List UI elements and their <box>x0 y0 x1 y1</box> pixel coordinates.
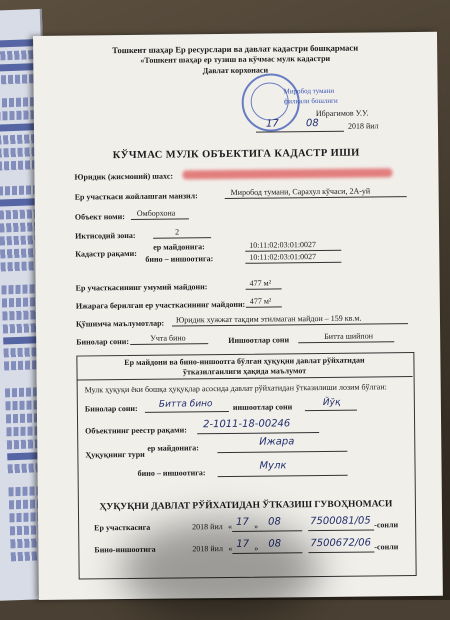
buildings-value: Учта бино <box>150 333 186 343</box>
stamp-date-day: 17 <box>265 118 279 130</box>
stamp-tumani: Миробод тумани <box>283 86 335 96</box>
cert-land-day: 17 <box>236 516 249 528</box>
cert-build-year: 2018 йил <box>192 544 223 554</box>
stamp-date-month: 08 <box>305 118 319 130</box>
cert-land-month: 08 <box>268 516 281 528</box>
box-right-build-value: Мулк <box>259 460 287 472</box>
box-right-label: Ҳуқуқнинг тури <box>85 449 145 460</box>
redacted-owner <box>182 168 392 179</box>
object-label: Объект номи: <box>74 212 125 222</box>
header-line-1: Тошкент шаҳар Ер ресурслари ва давлат кадастри бошқармаси <box>112 42 359 56</box>
box-structures-label: иншоотлар сони <box>232 402 293 412</box>
owner-label: Юридик (жисмоний) шахс: <box>74 171 174 182</box>
total-area-label: Ер участкасининг умумий майдони: <box>75 282 208 293</box>
cadastre-land-value: 10:11:02:03:01:0027 <box>249 240 317 250</box>
stamp-date-year: 2018 йил <box>347 121 379 131</box>
stamp-bolimi: филиали бошлиги <box>283 96 338 106</box>
cert-land-suffix: -сонли <box>374 520 399 530</box>
box-registry-label: Объектнинг реестр рақами: <box>85 425 187 436</box>
box-buildings-label: Бинолар сони: <box>84 403 138 414</box>
total-area-value: 477 м² <box>249 278 272 288</box>
cadastre-building-label: бино – иншоотига: <box>145 254 214 264</box>
object-value: Омборхона <box>136 208 176 218</box>
extra-value: Юридик хужжат тақдим этилмаган майдон – 159 кв.м. <box>175 313 362 325</box>
box-heading-1: Ер майдони ва бино-иншоотга бўлган ҳуқуқни давлат рўйхатидан <box>124 355 365 368</box>
certificate-title: ҲУҚУҚНИ ДАВЛАТ РЎЙХАТИДАН ЎТКАЗИШ ГУВОҲНОМАСИ <box>99 499 393 513</box>
header-line-3: Давлат корхонаси <box>202 65 269 76</box>
address-value: Миробод тумани, Сарахул кўчаси, 2А-уй <box>230 186 371 197</box>
box-registry-value: 2-1011-18-00246 <box>203 418 291 431</box>
cert-build-label: Бино-иншоотига <box>94 544 156 555</box>
box-heading-2: ўтказилганлиги ҳақида маълумот <box>182 366 307 377</box>
stamp-signer: Ибрагимов У.У. <box>315 108 369 119</box>
lease-area-value: 477 м² <box>249 296 272 306</box>
box-right-land-label: ер майдонига: <box>147 443 199 453</box>
hand-shadow <box>120 516 320 620</box>
box-basis-line: Мулк ҳуқуқи ёки бошқа ҳуқуқлар асосида давлат рўйхатидан ўтказилиши лозим бўлган: <box>84 382 387 395</box>
lease-area-label: Ижарага берилган ер участкасининг майдони: <box>75 299 246 311</box>
box-right-land-value: Ижара <box>259 436 295 448</box>
box-buildings-value: Битта бино <box>158 399 213 410</box>
cadastre-document: Тошкент шаҳар Ер ресурслари ва давлат кадастри бошқармаси «Тошкент шаҳар ер тузиш ва кўчмас мулк кадастри Давлат корхонаси Миробод тумани филиали бошлиги Ибрагимов У.У. 17 08 2018 йил КЎЧМАС МУЛК ОБЪЕКТИГА КАДАСТР ИШИ Юридик (жисмоний) шахс: Ер участкаси жойлашган манзил: Миробод тумани, Сарахул кўчаси, 2А-уй Объект номи: Омборхона Иктисодий зона: 2 Кадастр рақами: ер майдонига: 10:11:02:03:01:0027 бино – иншоотига: 10:11:02:03:01:0027 Ер участкасининг умумий майдони: 477 м² Ижарага берилган ер участкасининг майдони: 477 м² Қўшимча маълумотлар: Юридик хужжат тақдим этилмаган майдон – 159 кв.м. Бинолар сони: Учта бино Иншоотлар сони Битта шийпон Ер майдони ва бино-иншоотга бўлган ҳуқуқни давлат рўйхатидан ўтказилганлиги ҳақида маълумот Мулк ҳуқуқи ёки бошқа ҳуқуқлар асосида давлат рўйхатидан ўтказилиши лозим бўлган: Бинолар сони: Битта бино иншоотлар сони Йўқ Объектнинг реестр рақами: 2-1011-18-00246 Ҳуқуқнинг тури ер майдонига: Ижара бино – иншоотига: Мулк ҲУҚУҚНИ ДАВЛАТ РЎЙХАТИДАН ЎТКАЗИШ ГУВОҲНОМАСИ Ер участкасига 2018 йил « 17 » 08 7500081/05 -сонли Бино-иншоотига 2018 йил « 17 » 08 7500672/06 -сонли <box>33 32 443 600</box>
zone-value: 2 <box>175 227 180 237</box>
cert-build-number: 7500672/06 <box>310 537 372 550</box>
cert-build-month: 08 <box>268 538 282 550</box>
extra-label: Қўшимча маълумотлар: <box>75 318 165 329</box>
box-structures-value: Йўқ <box>322 397 341 408</box>
address-label: Ер участкаси жойлашган манзил: <box>74 191 198 202</box>
cert-land-year: 2018 йил <box>192 522 223 532</box>
cadastre-land-label: ер майдонига: <box>153 242 205 252</box>
buildings-label: Бинолар сони: <box>76 337 130 347</box>
cert-land-label: Ер участкасига <box>94 522 151 533</box>
cadastre-label: Кадастр рақами: <box>75 248 137 259</box>
cert-build-day: 17 <box>236 538 250 550</box>
page-title: КЎЧМАС МУЛК ОБЪЕКТИГА КАДАСТР ИШИ <box>112 147 360 162</box>
cert-build-suffix: -сонли <box>374 542 399 552</box>
box-right-build-label: бино – иншоотига: <box>137 468 206 478</box>
zone-label: Иктисодий зона: <box>75 230 136 241</box>
header-line-2: «Тошкент шаҳар ер тузиш ва кўчмас мулк кадастри <box>140 53 331 65</box>
structures-value: Битта шийпон <box>324 331 374 341</box>
structures-label: Иншоотлар сони <box>228 335 290 345</box>
cert-land-number: 7500081/05 <box>310 515 371 528</box>
cadastre-building-value: 10:11:02:03:01:0027 <box>249 252 317 262</box>
